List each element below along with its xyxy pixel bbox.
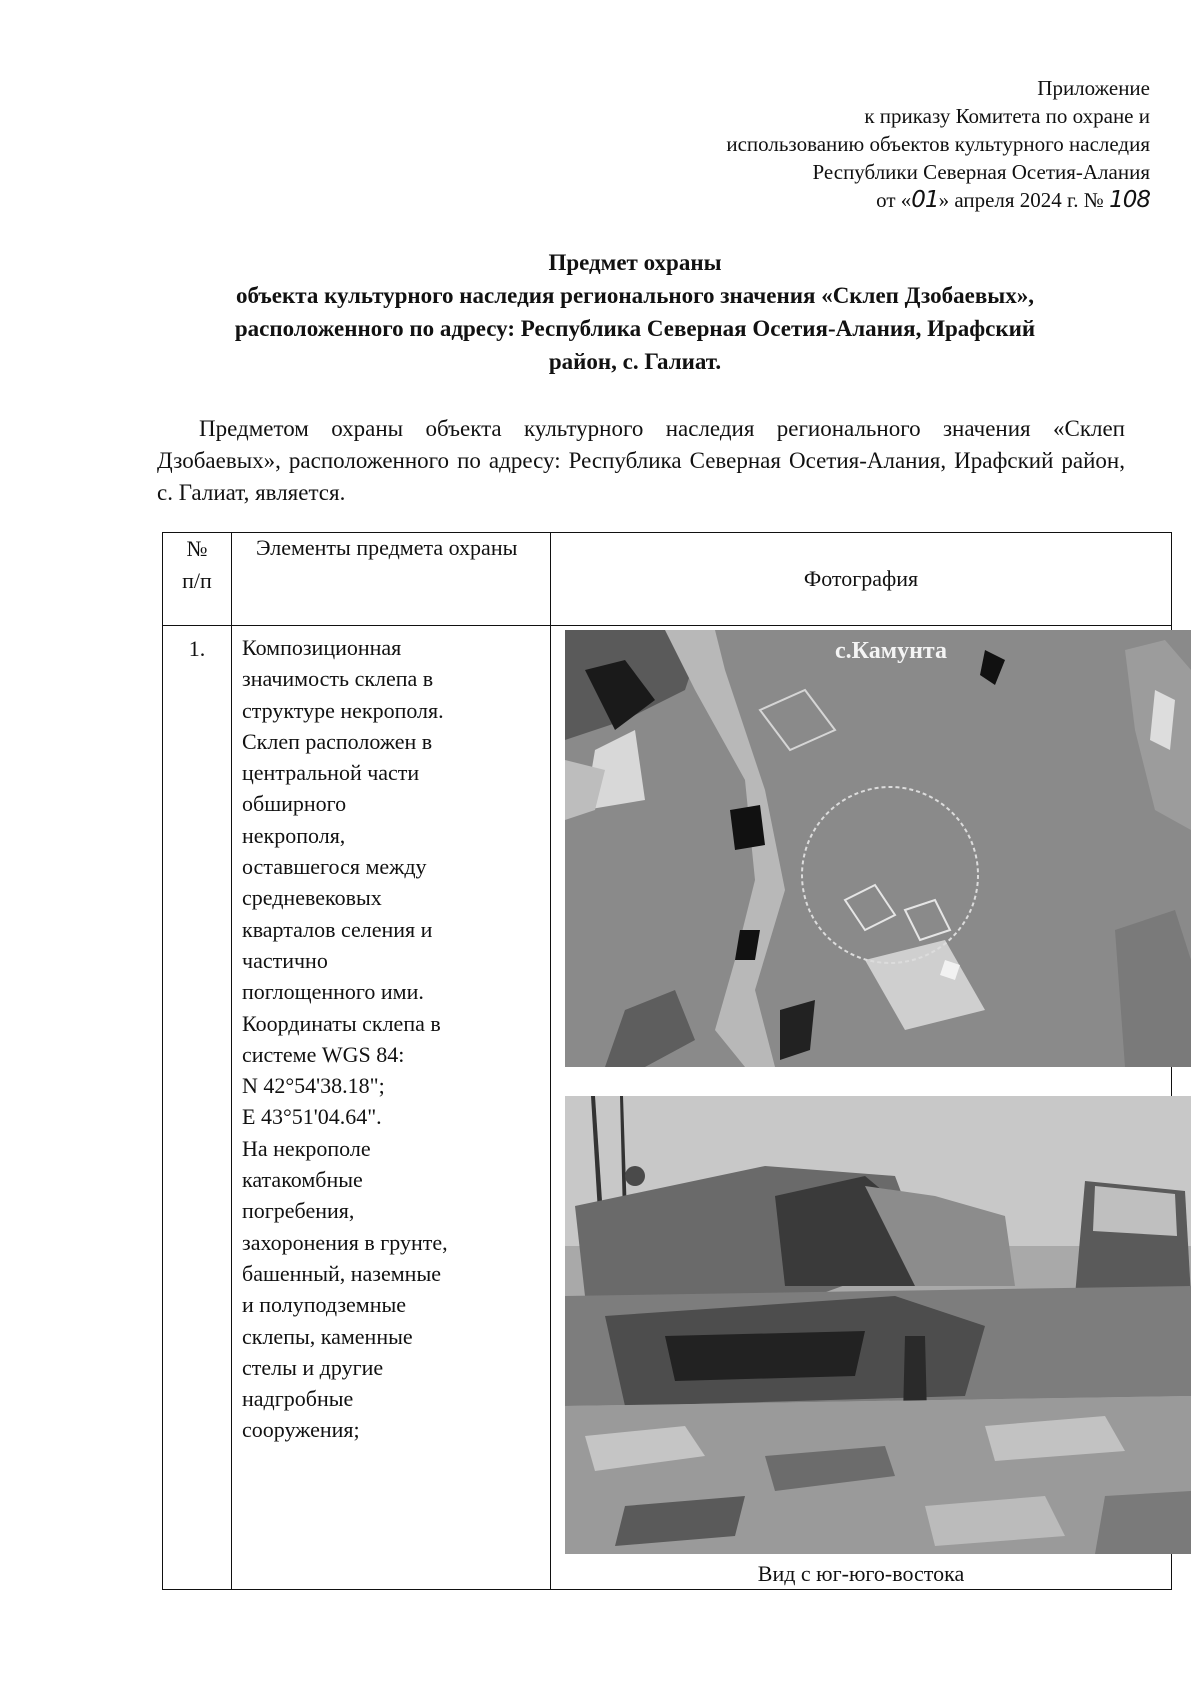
description-line: и полуподземные [242, 1292, 407, 1318]
description-line: Склеп расположен в [242, 728, 433, 754]
crypt-site-photo [565, 1096, 1191, 1554]
row-number: 1. [163, 626, 232, 1590]
title-line-2: объекта культурного наследия регионального значения «Склеп Дзобаевых», [235, 283, 1035, 308]
description-line: кварталов селения и [242, 916, 433, 942]
description-line: центральной части [242, 760, 420, 786]
photo-caption: Вид с юг-юго-востока [757, 1561, 965, 1586]
description-line: Композиционная [242, 635, 402, 660]
title-line-3: расположенного по адресу: Республика Северная Осетия-Алания, Ирафский [234, 316, 1036, 341]
appendix-date-line [726, 186, 1150, 214]
date-prefix: от « [876, 188, 912, 212]
description-line: захоронения в грунте, [242, 1229, 448, 1255]
header-number [163, 533, 232, 626]
map-village-label: с.Камунта [835, 638, 947, 664]
handwritten-day: 01 [911, 187, 939, 213]
appendix-line-4: Республики Северная Осетия-Алания [812, 160, 1150, 184]
description-line: поглощенного ими. [242, 979, 424, 1005]
description-line: сооружения; [242, 1417, 360, 1443]
header-photo: Фотография [551, 533, 1172, 626]
description-line: E 43°51'04.64". [242, 1104, 382, 1130]
description-line: системе WGS 84: [242, 1041, 405, 1067]
handwritten-order-number: 108 [1109, 187, 1150, 213]
description-line: структуре некрополя. [242, 697, 444, 723]
description-line: средневековых [242, 885, 382, 911]
description-line: На некрополе [242, 1135, 371, 1161]
description-lines [242, 632, 542, 1446]
appendix-line-2: к приказу Комитета по охране и [864, 104, 1150, 128]
description-line: катакомбные [242, 1167, 363, 1193]
satellite-map-photo [565, 630, 1191, 1067]
header-number-line-2: п/п [182, 568, 212, 593]
appendix-line-3: использованию объектов культурного наследия [726, 132, 1150, 156]
appendix-line-1: Приложение [1037, 76, 1150, 100]
header-number-line-1: № [186, 536, 208, 561]
title-line-4: район, с. Галиат. [548, 349, 722, 374]
description-line: стелы и другие [242, 1354, 384, 1380]
description-line: надгробные [242, 1386, 354, 1412]
description-line: некрополя, [242, 822, 346, 848]
table-header-row [163, 533, 1172, 626]
description-line: башенный, наземные [242, 1260, 441, 1286]
title-line-1: Предмет охраны [548, 250, 722, 275]
description-line: значимость склепа в [242, 666, 434, 692]
appendix-header [726, 74, 1150, 214]
description-line: N 42°54'38.18"; [242, 1073, 385, 1099]
row-description [232, 626, 551, 1590]
table-row [163, 626, 1172, 1590]
description-line: склепы, каменные [242, 1323, 413, 1349]
photo-cell [551, 626, 1172, 1590]
description-line: Координаты склепа в [242, 1010, 441, 1036]
intro-paragraph: Предметом охраны объекта культурного наследия регионального значения «Склеп Дзобаевых», расположенного по адресу: Республика Северная Осетия-Алания, Ирафский район, с. Галиат, является. [157, 416, 1125, 505]
protection-table [162, 532, 1172, 1590]
document-title [140, 246, 1130, 378]
description-line: погребения, [242, 1198, 355, 1224]
date-suffix: » апреля 2024 г. № [938, 188, 1104, 212]
description-line: обширного [242, 791, 347, 817]
description-line: оставшегося между [242, 854, 427, 880]
description-line: частично [242, 947, 328, 973]
header-elements: Элементы предмета охраны [232, 533, 551, 626]
